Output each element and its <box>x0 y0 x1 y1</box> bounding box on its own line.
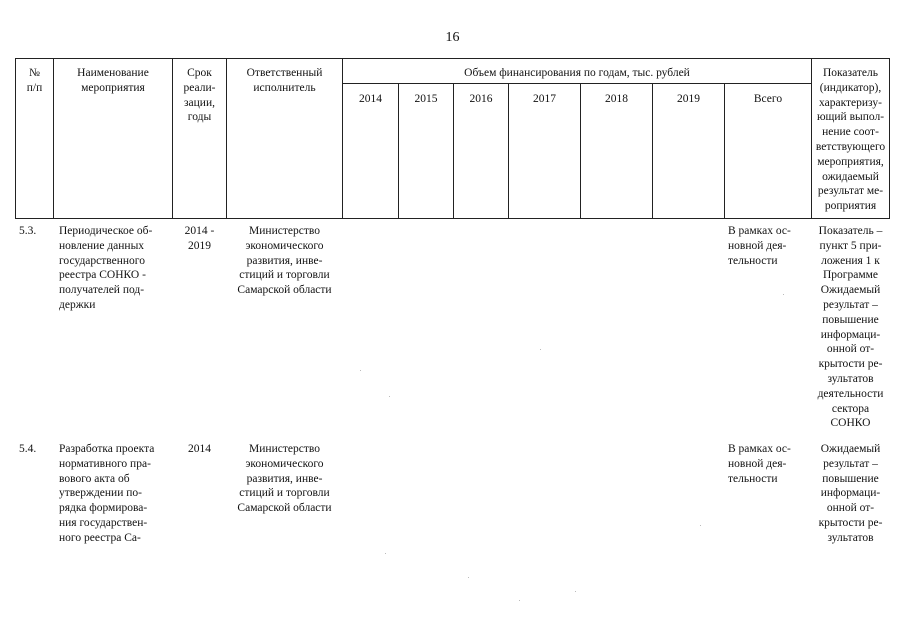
row-name: Разработка проекта нормативного пра- вового акта об утверждении по- рядка формирова- ния государствен- ного реестра Са- <box>59 443 155 544</box>
header-year: 2014 <box>359 93 382 105</box>
header-name: Наименование мероприятия <box>77 67 149 94</box>
page-number: 16 <box>445 30 460 45</box>
row-responsible: Министерство экономического развития, инве- стиций и торговли Самарской области <box>237 225 332 297</box>
row-responsible: Министерство экономического развития, инве- стиций и торговли Самарской области <box>237 443 332 515</box>
row-name: Периодическое об- новление данных государственного реестра СОНКО - получателей под- держки <box>59 225 153 311</box>
row-indicator: Ожидаемый результат – повышение информаци- онной от- крытости ре- зультатов <box>818 443 883 544</box>
row-indicator: Показатель – пункт 5 при- ложения 1 к Программе Ожидаемый результат – повышение информаци- онной от- крытости ре- зультатов деятельности сектора СОНКО <box>817 225 884 430</box>
header-funding: Объем финансирования по годам, тыс. рублей <box>464 67 690 79</box>
row-total: В рамках ос- новной дея- тельности <box>728 443 791 485</box>
row-term: 2014 - 2019 <box>184 225 215 252</box>
row-term: 2014 <box>188 443 211 455</box>
header-total: Всего <box>753 93 783 105</box>
header-year: 2019 <box>677 93 700 105</box>
header-year: 2015 <box>414 93 438 105</box>
header-year: 2017 <box>533 93 556 105</box>
header-responsible: Ответственный исполнитель <box>246 67 323 94</box>
header-indicator: Показатель (индикатор), характеризу- ющий выпол- нение соот- ветствующего мероприятия, ожидаемый результат ме- роприятия <box>815 67 886 213</box>
header-year: 2018 <box>605 93 628 105</box>
row-num: 5.3. <box>19 225 37 237</box>
header-year: 2016 <box>469 93 493 105</box>
header-term: Срок реали- зации, годы <box>183 67 216 124</box>
row-total: В рамках ос- новной дея- тельности <box>728 225 791 267</box>
header-num: № п/п <box>26 67 43 94</box>
row-num: 5.4. <box>19 443 37 455</box>
